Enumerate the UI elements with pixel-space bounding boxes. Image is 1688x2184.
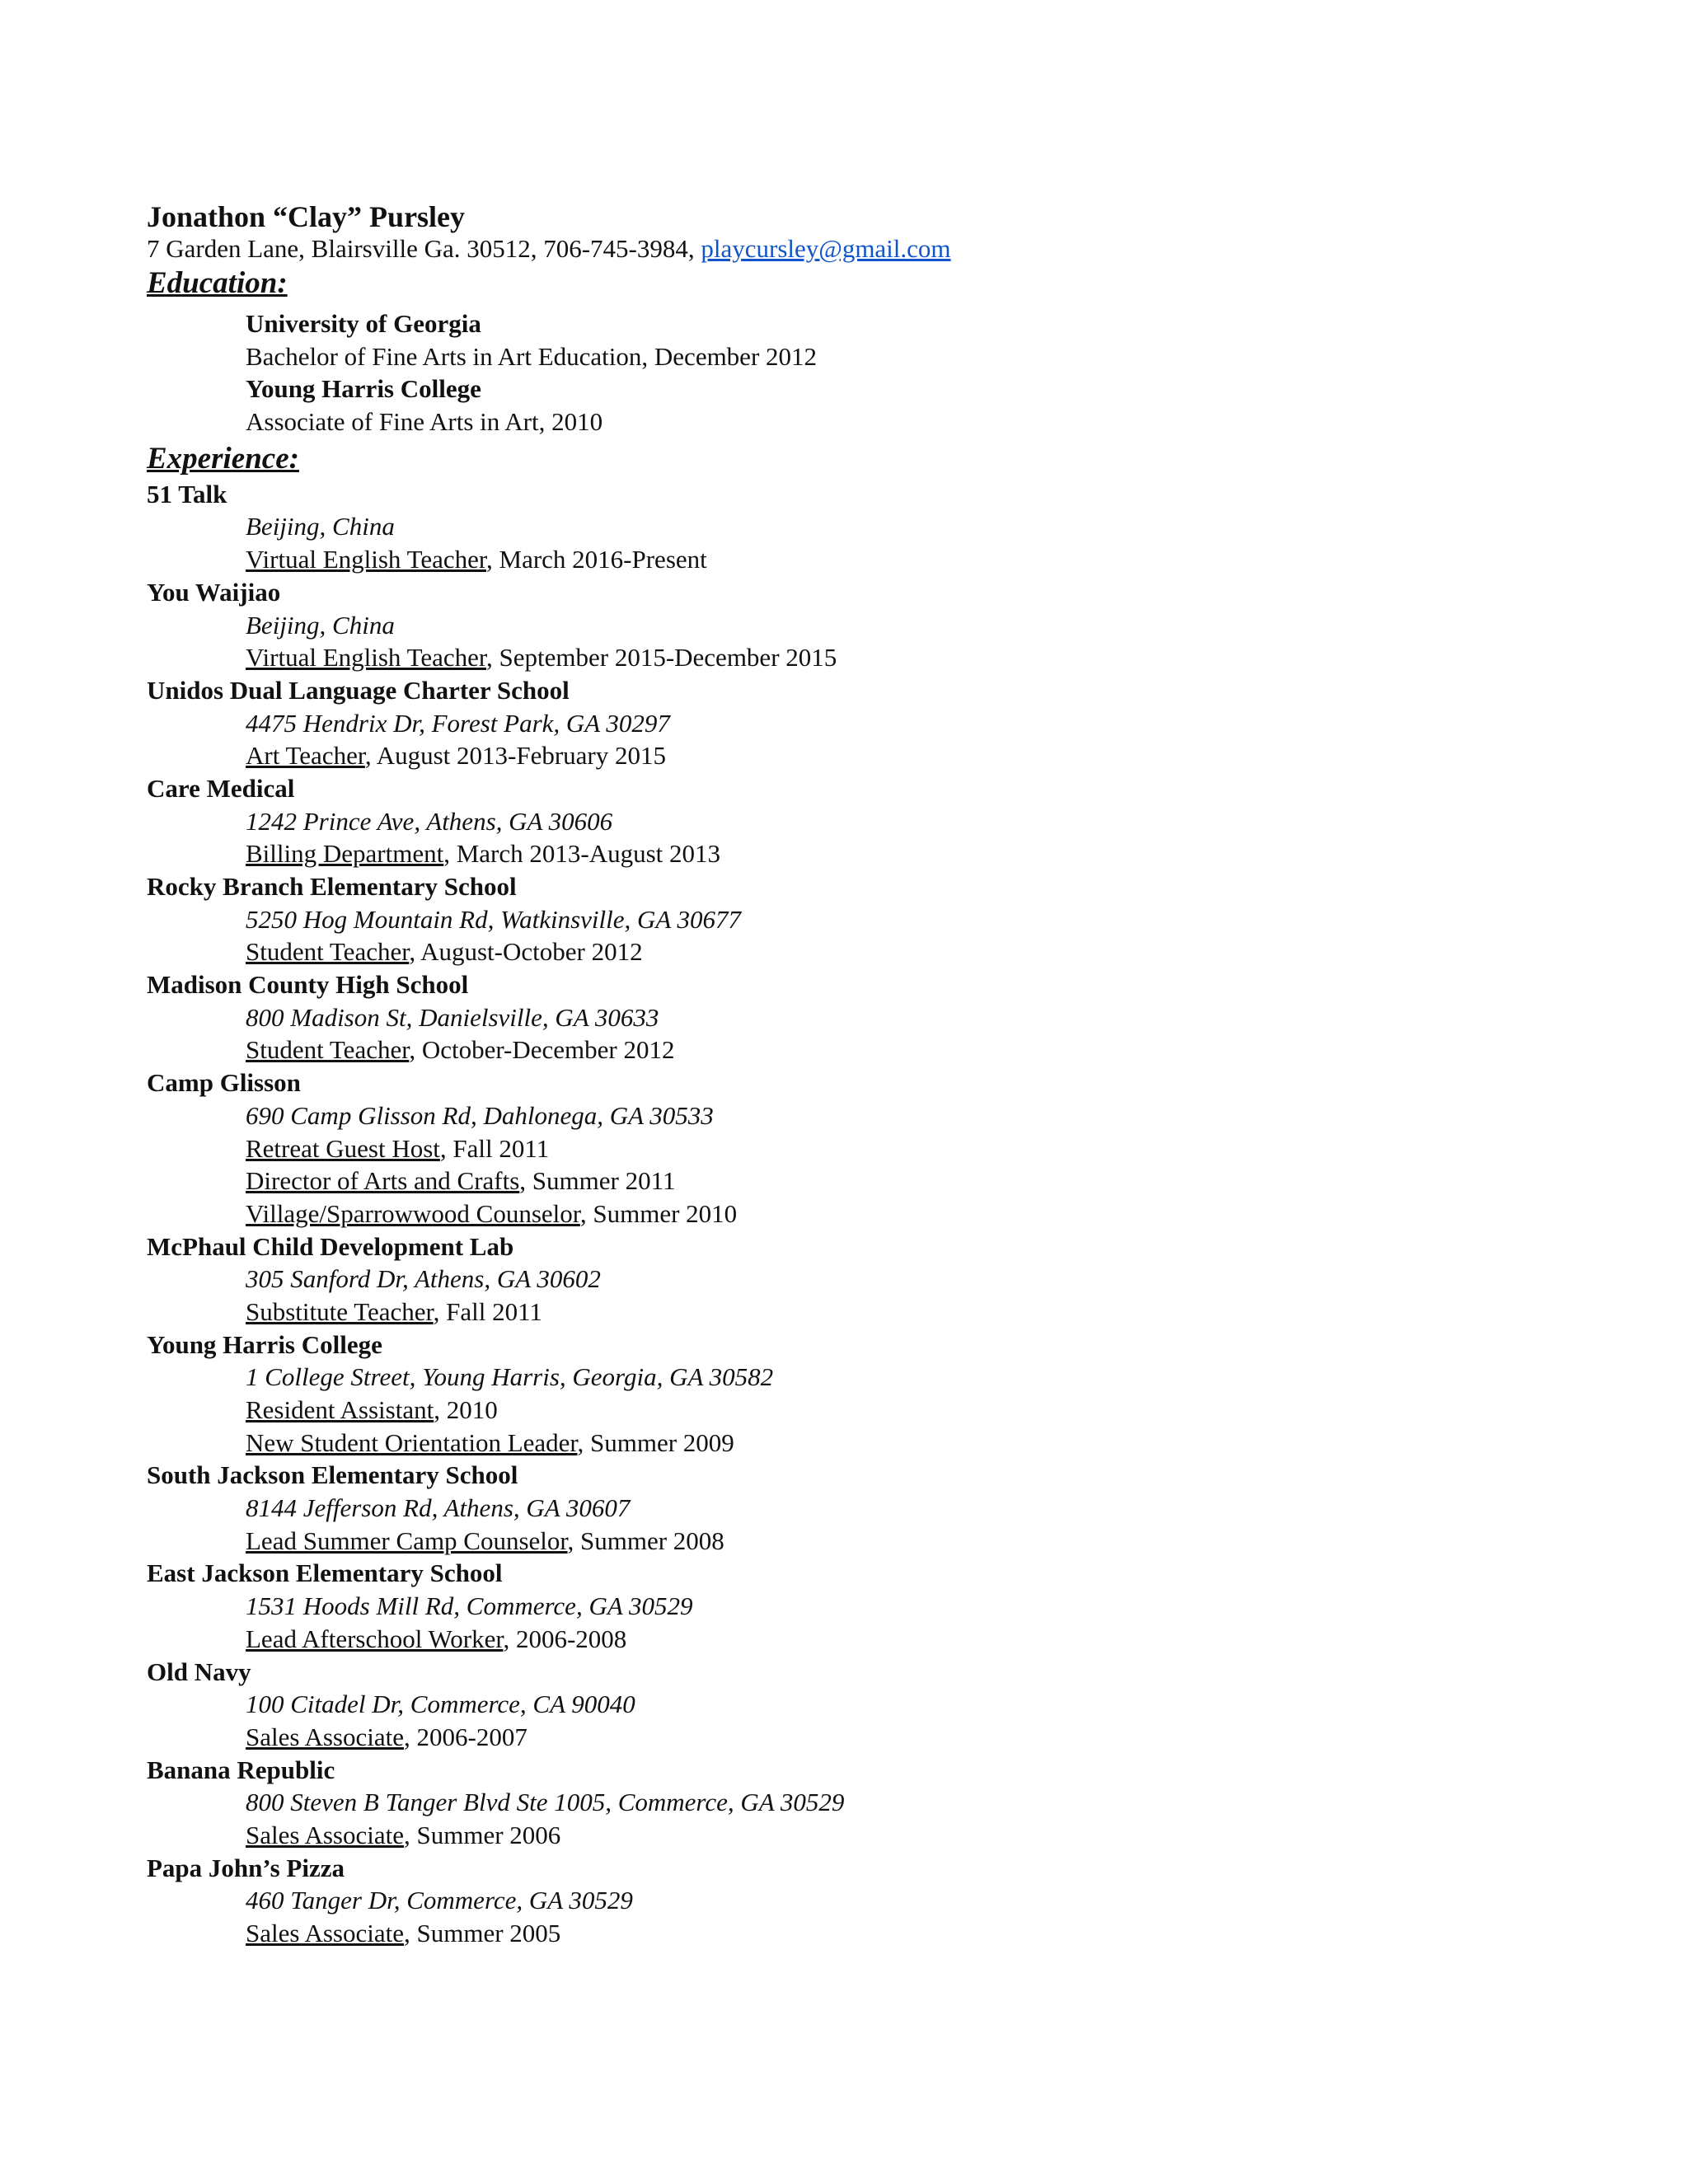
experience-role (147, 1525, 1548, 1558)
role-title: Art Teacher (246, 741, 365, 771)
role-date: , March 2016-Present (486, 545, 707, 574)
experience-org: Old Navy (147, 1657, 251, 1686)
role-date: , August 2013-February 2015 (364, 741, 666, 771)
experience-location: Beijing, China (246, 610, 395, 640)
experience-location: Beijing, China (246, 512, 395, 541)
role-title: Resident Assistant (246, 1395, 434, 1424)
experience-heading: Experience: (147, 441, 299, 476)
experience-role (147, 641, 1548, 674)
education-list (147, 302, 1548, 440)
experience-role (147, 935, 1548, 968)
experience-org: McPhaul Child Development Lab (147, 1231, 514, 1261)
experience-org: East Jackson Elementary School (147, 1558, 503, 1588)
experience-location: 4475 Hendrix Dr, Forest Park, GA 30297 (246, 708, 670, 738)
role-date: , Fall 2011 (433, 1296, 542, 1326)
experience-role (147, 1819, 1548, 1852)
role-date: , 2006-2007 (404, 1722, 528, 1751)
experience-role (147, 1165, 1548, 1197)
experience-list (147, 478, 1548, 1950)
experience-role (147, 1721, 1548, 1754)
role-title: Lead Afterschool Worker (246, 1624, 504, 1653)
experience-org: 51 Talk (147, 479, 227, 509)
education-degree: Associate of Fine Arts in Art, 2010 (246, 407, 603, 437)
experience-role (147, 1033, 1548, 1066)
experience-org: Papa John’s Pizza (147, 1853, 345, 1882)
role-date: , September 2015-December 2015 (486, 643, 837, 673)
experience-role (147, 1132, 1548, 1165)
experience-org: Camp Glisson (147, 1068, 301, 1098)
experience-org: Unidos Dual Language Charter School (147, 675, 570, 705)
role-date: , 2006-2008 (503, 1624, 627, 1653)
role-title: Sales Associate (246, 1919, 404, 1947)
role-title: Substitute Teacher (246, 1296, 434, 1326)
experience-org: South Jackson Elementary School (147, 1460, 518, 1490)
role-title: Village/Sparrowwood Counselor (246, 1198, 580, 1228)
email-link[interactable]: playcursley@gmail.com (701, 234, 951, 263)
role-date: , August-October 2012 (409, 937, 643, 967)
experience-location: 100 Citadel Dr, Commerce, CA 90040 (246, 1690, 635, 1719)
education-heading: Education: (147, 266, 288, 300)
experience-location: 8144 Jefferson Rd, Athens, GA 30607 (246, 1493, 631, 1523)
experience-location: 305 Sanford Dr, Athens, GA 30602 (246, 1264, 601, 1294)
role-date: , Summer 2005 (404, 1919, 561, 1947)
role-title: New Student Orientation Leader (246, 1427, 578, 1457)
experience-org: Care Medical (147, 773, 295, 803)
education-school: University of Georgia (246, 309, 481, 338)
role-title: Lead Summer Camp Counselor (246, 1526, 568, 1555)
role-date: , Summer 2010 (579, 1198, 738, 1228)
experience-role (147, 1917, 1548, 1950)
experience-org: Rocky Branch Elementary School (147, 872, 517, 901)
experience-location: 460 Tanger Dr, Commerce, GA 30529 (246, 1886, 633, 1915)
role-date: , Summer 2009 (577, 1427, 734, 1457)
role-title: Student Teacher (246, 1035, 410, 1065)
role-title: Retreat Guest Host (246, 1133, 440, 1163)
experience-org: Banana Republic (147, 1755, 335, 1784)
contact-line (147, 233, 1548, 265)
experience-location: 800 Madison St, Danielsville, GA 30633 (246, 1002, 659, 1032)
experience-location: 1 College Street, Young Harris, Georgia, GA 30582 (246, 1362, 774, 1392)
role-date: , Fall 2011 (439, 1133, 550, 1163)
experience-location: 690 Camp Glisson Rd, Dahlonega, GA 30533 (246, 1100, 714, 1130)
education-school: Young Harris College (246, 374, 481, 404)
role-title: Student Teacher (246, 937, 410, 967)
role-title: Virtual English Teacher (246, 545, 487, 574)
experience-role (147, 543, 1548, 576)
experience-role (147, 1394, 1548, 1427)
role-date: , Summer 2006 (404, 1820, 561, 1849)
experience-role (147, 739, 1548, 772)
role-date: , Summer 2011 (519, 1166, 676, 1196)
role-title: Billing Department (246, 839, 444, 869)
experience-location: 800 Steven B Tanger Blvd Ste 1005, Commerce, GA 30529 (246, 1788, 845, 1817)
role-title: Director of Arts and Crafts (246, 1166, 520, 1196)
experience-role (147, 1197, 1548, 1230)
experience-role (147, 1427, 1548, 1460)
experience-location: 1531 Hoods Mill Rd, Commerce, GA 30529 (246, 1591, 693, 1621)
role-date: , 2010 (434, 1395, 498, 1424)
role-date: , Summer 2008 (567, 1526, 724, 1555)
experience-org: Young Harris College (147, 1329, 382, 1359)
role-title: Sales Associate (246, 1722, 404, 1751)
role-date: , March 2013-August 2013 (443, 839, 721, 869)
role-title: Sales Associate (246, 1820, 404, 1849)
role-title: Virtual English Teacher (246, 643, 487, 673)
experience-org: Madison County High School (147, 970, 469, 1000)
contact-text: 7 Garden Lane, Blairsville Ga. 30512, 706-745-3984, (147, 234, 701, 263)
resume-content (147, 200, 1548, 1950)
experience-role (147, 837, 1548, 870)
education-degree: Bachelor of Fine Arts in Art Education, December 2012 (246, 341, 818, 371)
experience-org: You Waijiao (147, 577, 281, 607)
resume-name: Jonathon “Clay” Pursley (147, 200, 466, 233)
experience-role (147, 1296, 1548, 1329)
role-date: , October-December 2012 (409, 1035, 675, 1065)
experience-location: 5250 Hog Mountain Rd, Watkinsville, GA 30677 (246, 904, 742, 934)
experience-location: 1242 Prince Ave, Athens, GA 30606 (246, 806, 613, 836)
experience-role (147, 1623, 1548, 1656)
